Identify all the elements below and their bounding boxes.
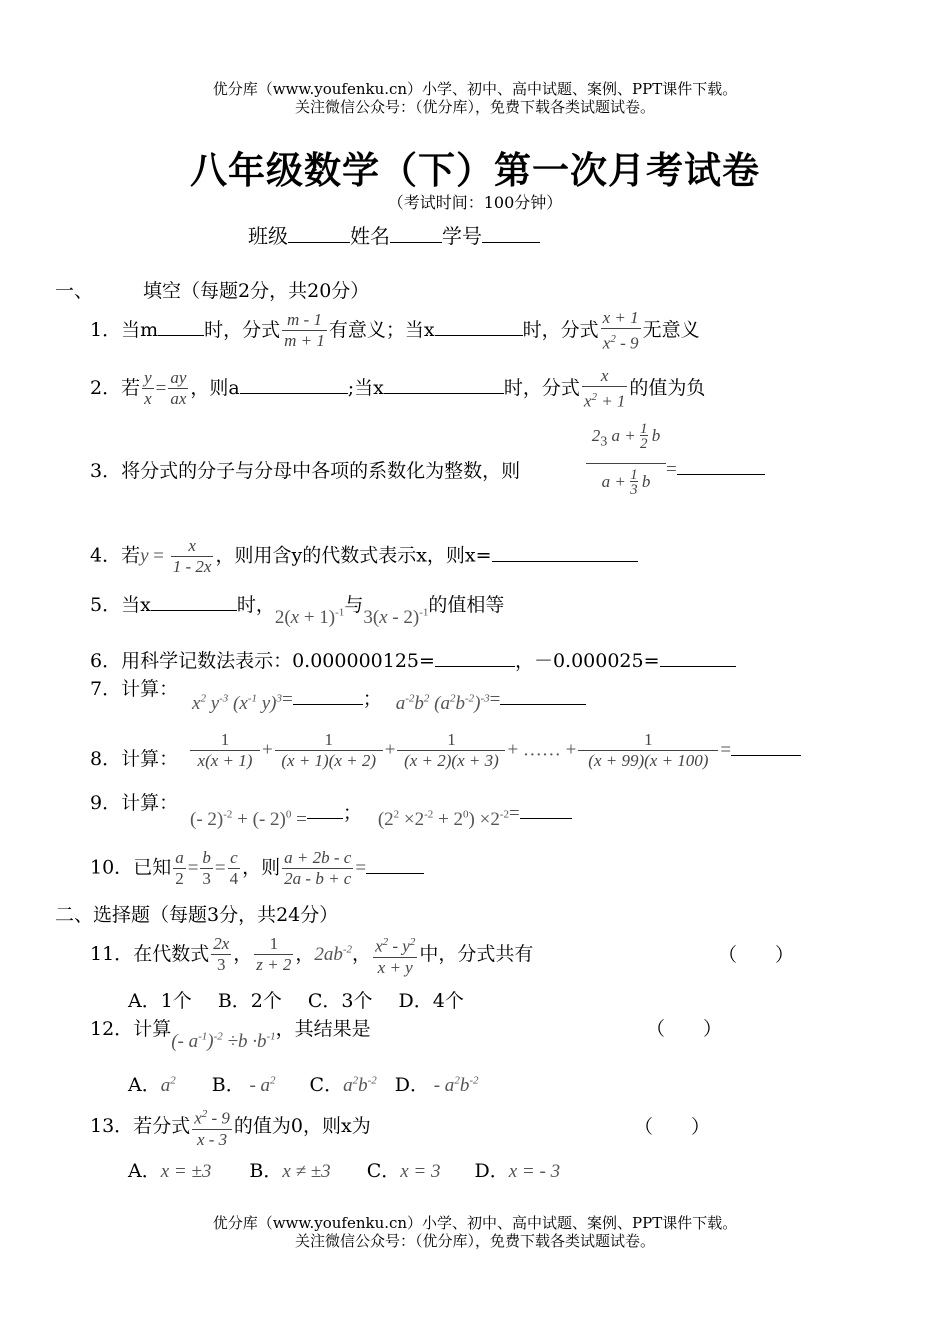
q6-blank-1[interactable]	[435, 648, 515, 667]
class-label: 班级	[248, 224, 288, 248]
q3-answer: =	[666, 456, 765, 481]
q9-blank-1[interactable]	[307, 800, 343, 819]
q13-options	[128, 1156, 560, 1183]
q12-options	[128, 1070, 478, 1097]
q11-option-c[interactable]: C．3个	[307, 990, 373, 1012]
student-info	[248, 220, 540, 249]
q12-answer-paren[interactable]: （ ）	[646, 1018, 723, 1040]
q11-option-b[interactable]: B．2个	[217, 990, 282, 1012]
question-13: 13．若分式 $\frac{x^2 - 9}{x - 3}$ 的值为0，则x为	[90, 1108, 371, 1149]
q7-blank-2[interactable]	[500, 686, 586, 705]
q13-option-b[interactable]: B．x ≠ ±3	[249, 1160, 331, 1182]
q2-blank-1[interactable]	[240, 375, 348, 394]
question-4: 4．若y = $\frac{x}{1 - 2x}$ ，则用含y的代数式表示x，则x=	[90, 536, 638, 577]
q11-option-a[interactable]: A．1个	[128, 990, 192, 1012]
q12-option-d[interactable]: D． - $a^2b^{-2}$	[394, 1074, 479, 1096]
question-6: 6．用科学记数法表示：0.000000125= ，－0.000025=	[90, 646, 736, 673]
q1-fraction-2: $\frac{x + 1}{x^2 - 9}$	[602, 308, 639, 353]
q5-blank[interactable]	[151, 592, 237, 611]
q13-option-a[interactable]: A．x = ±3	[128, 1160, 212, 1182]
q1-blank-2[interactable]	[435, 317, 523, 336]
q7-expressions: $x^2$ $y^{-3}$ ($x^{-1}$ y)$^3$= ； $a^{-2}b^2$ $(a^2b^{-2})^{-3}=$	[192, 684, 586, 711]
q7-blank-1[interactable]	[293, 686, 363, 705]
section-1-heading: 一、 填空（每题2分，共20分）	[55, 280, 370, 302]
q3-blank[interactable]	[677, 456, 765, 475]
footer-line-1: 优分库（www.youfenku.cn）小学、初中、高中试题、案例、PPT课件下载。	[212, 1214, 738, 1232]
number-blank[interactable]	[482, 224, 540, 243]
header-line-2: 关注微信公众号：（优分库），免费下载各类试题试卷。	[294, 98, 655, 116]
q1-blank-1[interactable]	[158, 317, 204, 336]
q12-option-c[interactable]: C．$a^2b^{-2}$	[309, 1074, 377, 1096]
name-label: 姓名	[350, 224, 390, 248]
question-9: 9．计算：	[90, 792, 179, 814]
question-11: 11．在代数式 $\frac{2x}{3}$ ， $\frac{1}{z + 2}$ ，$2ab^{-2}$， $\frac{x^2 - y^2}{x + y}$ 中，分式共有	[90, 934, 534, 977]
class-blank[interactable]	[288, 224, 350, 243]
q10-blank[interactable]	[366, 855, 424, 874]
question-7: 7．计算：	[90, 678, 179, 700]
q9-blank-2[interactable]	[520, 800, 572, 819]
exam-time: （考试时间：100分钟）	[387, 193, 563, 212]
name-blank[interactable]	[390, 224, 442, 243]
q3-complex-fraction: $2_3$ a + 1 2 b a + 1 3 b	[586, 422, 666, 498]
question-8-series: $\frac{1}{x(x + 1)}$ + $\frac{1}{(x + 1)(x + 2)}$ + $\frac{1}{(x + 2)(x + 3)}$ + …… + $\frac{1}{(x + 99)(x + 100)}$ =	[188, 730, 801, 771]
q13-option-c[interactable]: C．x = 3	[366, 1160, 441, 1182]
number-label: 学号	[442, 224, 482, 248]
question-1: 1．当m 时，分式 $\frac{m - 1}{m + 1}$ 有意义；当x 时，分式 $\frac{x + 1}{x^2 - 9}$ 无意义	[90, 308, 700, 353]
question-10: 10．已知 $\frac{a}{2}$ = $\frac{b}{3}$ = $\frac{c}{4}$ ，则 $\frac{a + 2b - c}{2a - b + c}$ =	[90, 848, 424, 889]
question-5: 5．当x 时，$2(x + 1)^{-1}$与3(x - 2)$^{-1}$的值相等	[90, 594, 505, 628]
q12-option-a[interactable]: A．$a^2$	[128, 1074, 176, 1096]
q13-option-d[interactable]: D．x = - 3	[474, 1160, 561, 1182]
footer-line-2: 关注微信公众号：（优分库），免费下载各类试题试卷。	[294, 1232, 655, 1250]
question-3: 3．将分式的分子与分母中各项的系数化为整数，则	[90, 460, 521, 482]
q12-option-b[interactable]: B． - $a^2$	[211, 1074, 276, 1096]
q11-option-d[interactable]: D．4个	[398, 990, 464, 1012]
q1-fraction-1: $\frac{m - 1}{m + 1}$	[284, 310, 325, 351]
section-2-heading: 二、选择题（每题3分，共24分）	[55, 904, 339, 926]
page-title: 八年级数学（下）第一次月考试卷	[190, 149, 760, 192]
q8-blank[interactable]	[731, 737, 801, 756]
question-2: 2．若 $\frac{y}{x}$ = $\frac{ay}{ax}$ ，则a ;当x 时，分式 $\frac{x}{x^2 + 1}$ 的值为负	[90, 366, 706, 411]
question-8-label: 8．计算：	[90, 748, 179, 770]
q6-blank-2[interactable]	[660, 648, 736, 667]
q4-blank[interactable]	[492, 543, 638, 562]
q11-answer-paren[interactable]: （ ）	[718, 944, 795, 966]
question-12: 12．计算(- $a^{-1})^{-2} \div b \cdot b^{-1}$，其结果是	[90, 1018, 371, 1052]
q2-blank-2[interactable]	[384, 375, 504, 394]
q9-expressions: (- 2)$^{-2}$ + (- 2)$^0$ = ； $(2^2 \times 2^{-2} + 2^0) \times 2^{-2}=$	[190, 798, 572, 825]
q11-options	[128, 986, 464, 1013]
header-line-1: 优分库（www.youfenku.cn）小学、初中、高中试题、案例、PPT课件下载。	[212, 80, 738, 98]
q13-answer-paren[interactable]: （ ）	[634, 1116, 711, 1138]
